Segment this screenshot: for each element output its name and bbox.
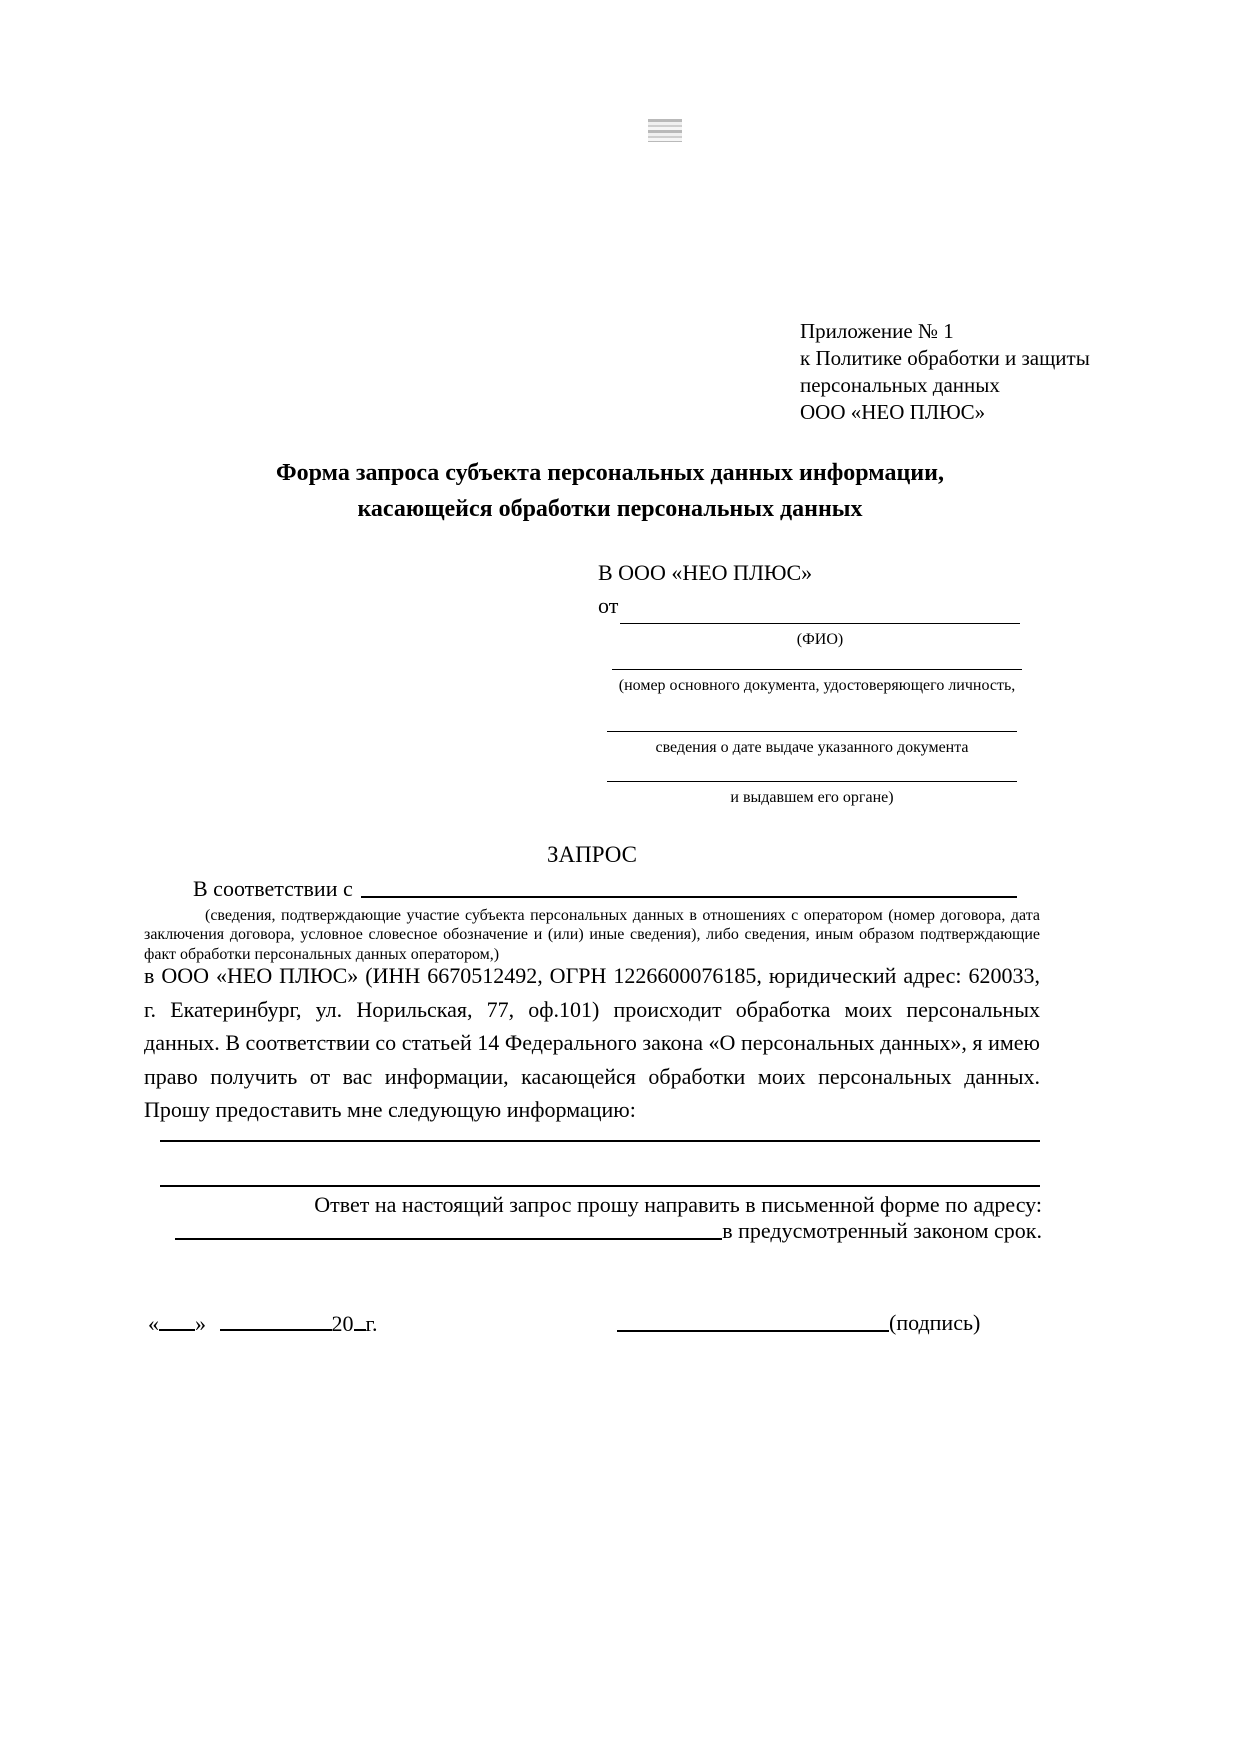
page-title-line2: касающейся обработки персональных данных xyxy=(357,496,863,522)
fio-blank-line xyxy=(620,623,1020,624)
issuer-blank-line xyxy=(607,781,1017,782)
appendix-line: Приложение № 1 xyxy=(800,319,954,343)
addressee-to: В ООО «НЕО ПЛЮС» xyxy=(598,560,813,585)
date-quote-open: « xyxy=(148,1310,159,1336)
logo-image xyxy=(648,119,682,142)
intro-prefix: В соответствии с xyxy=(193,876,353,901)
date-month-blank xyxy=(220,1308,332,1331)
intro-row xyxy=(144,876,1017,902)
date-year-suffix: г. xyxy=(365,1310,378,1336)
page-title xyxy=(160,455,1060,527)
reply-address-row xyxy=(175,1218,1042,1244)
date-day-blank xyxy=(159,1308,195,1331)
reply-suffix: в предусмотренный законом срок. xyxy=(722,1218,1042,1243)
date-year-prefix: 20 xyxy=(331,1310,354,1336)
date-quote-close: » xyxy=(195,1310,206,1336)
request-heading: ЗАПРОС xyxy=(546,842,638,867)
document-number-blank-line xyxy=(612,669,1022,670)
answer-blank-line-2 xyxy=(160,1185,1040,1187)
issue-date-caption: сведения о дате выдаче указанного документа xyxy=(655,739,969,756)
appendix-line: к Политике обработки и защиты xyxy=(800,346,1090,370)
issue-date-blank-line xyxy=(607,731,1017,732)
intro-blank-line xyxy=(361,896,1017,898)
signature-row xyxy=(617,1308,980,1336)
appendix-block xyxy=(800,318,1090,426)
footnote-text: (сведения, подтверждающие участие субъекта персональных данных в отношениях с оператором (номер договора, дата заключения договора, условное словесное обозначение и (или) иные сведения), либо сведения, иным образом подтверждающие факт обработки персональных данных оператором,) xyxy=(144,907,1040,963)
fio-caption: (ФИО) xyxy=(796,631,844,648)
page-title-line1: Форма запроса субъекта персональных данных информации, xyxy=(276,460,944,486)
date-row xyxy=(148,1308,378,1337)
signature-caption: (подпись) xyxy=(889,1310,981,1335)
reply-instruction: Ответ на настоящий запрос прошу направить в письменной форме по адресу: xyxy=(314,1192,1042,1217)
appendix-line: персональных данных xyxy=(800,373,1000,397)
addressee-from-label: от xyxy=(598,593,619,618)
body-paragraph: в ООО «НЕО ПЛЮС» (ИНН 6670512492, ОГРН 1226600076185, юридический адрес: 620033, г. Екатеринбург, ул. Норильская, 77, оф.101) происходит обработка моих персональных данных. В соответствии со статьей 14 Федерального закона «О персональных данных», я имею право получить от вас информации, касающейся обработки моих персональных данных. Прошу предоставить мне следующую информацию: xyxy=(144,963,1040,1123)
signature-blank-line xyxy=(617,1308,889,1332)
answer-blank-line-1 xyxy=(160,1140,1040,1142)
date-year-blank xyxy=(354,1308,366,1331)
appendix-line: ООО «НЕО ПЛЮС» xyxy=(800,400,986,424)
issuer-caption: и выдавшем его органе) xyxy=(730,789,894,806)
document-number-caption: (номер основного документа, удостоверяющего личность, xyxy=(618,677,1016,694)
address-blank-line xyxy=(175,1238,722,1240)
